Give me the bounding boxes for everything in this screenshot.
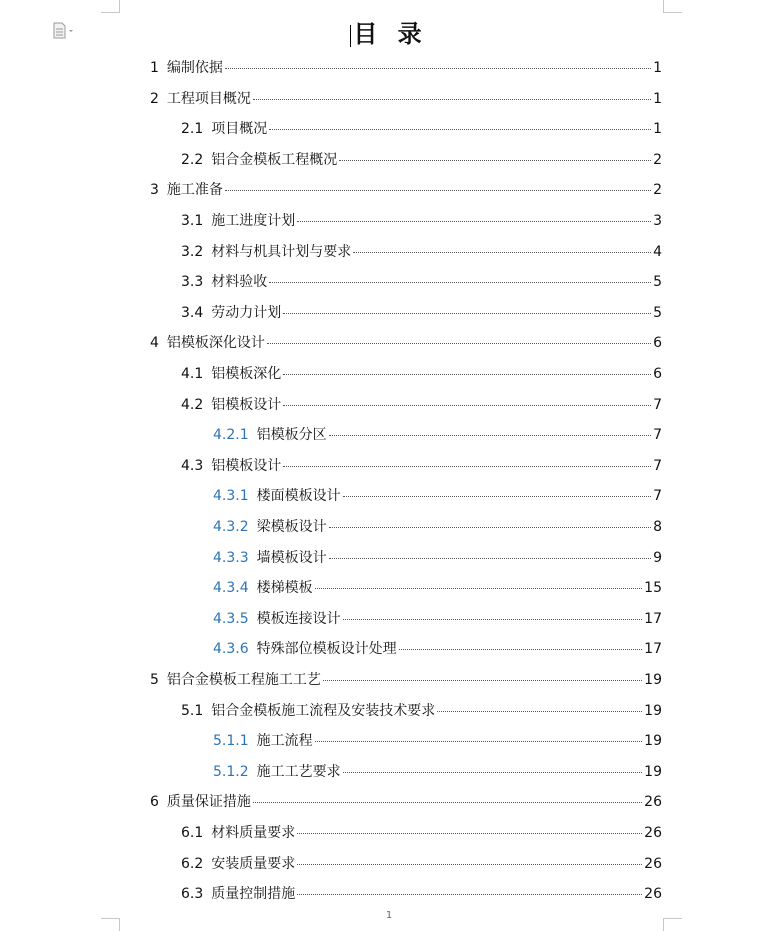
toc-entry-number: 4.2 (181, 396, 204, 413)
toc-entry-page: 19 (644, 672, 662, 688)
toc-entry[interactable] (213, 517, 662, 537)
toc-entry-page: 26 (644, 855, 662, 872)
toc-dot-leader (253, 802, 642, 803)
toc-entry-title: 施工工艺要求 (256, 763, 341, 780)
toc-entry-page: 1 (653, 90, 662, 107)
toc-entry-title: 安装质量要求 (211, 855, 296, 872)
toc-entry-number: 2 (150, 90, 159, 107)
toc-entry-page: 7 (653, 427, 662, 444)
toc-entry[interactable] (213, 548, 662, 568)
toc-entry-title: 施工流程 (256, 733, 313, 750)
toc-entry-title: 材料质量要求 (211, 825, 296, 841)
title-text: 目 录 (353, 19, 428, 48)
toc-entry-number: 4.1 (181, 366, 204, 382)
toc-entry[interactable] (181, 211, 662, 231)
toc-entry-page: 5 (653, 274, 662, 291)
toc-entry-number: 6.1 (181, 825, 204, 841)
toc-entry-number: 4.3 (181, 457, 204, 474)
toc-dot-leader (353, 252, 651, 253)
toc-entry-number: 4.2.1 (213, 427, 249, 444)
toc-entry[interactable] (150, 180, 662, 200)
toc-entry-number: 5.1.2 (213, 763, 249, 780)
toc-entry-page: 2 (653, 151, 662, 168)
toc-entry-page: 6 (653, 335, 662, 352)
toc-entry-title: 铝模板深化 (211, 366, 282, 382)
toc-entry-number: 3 (150, 182, 159, 199)
toc-dot-leader (267, 343, 651, 344)
toc-entry[interactable] (181, 242, 662, 262)
toc-entry-page: 1 (653, 60, 662, 76)
toc-entry-title: 铝模板设计 (211, 396, 282, 413)
toc-entry[interactable] (213, 486, 662, 506)
toc-dot-leader (399, 649, 643, 650)
toc-entry[interactable] (181, 884, 662, 904)
toc-entry-title: 铝合金模板工程施工工艺 (166, 672, 321, 688)
toc-entry[interactable] (213, 609, 662, 629)
toc-entry-number: 4.3.2 (213, 519, 249, 535)
toc-entry[interactable] (213, 425, 662, 445)
toc-entry[interactable] (181, 701, 662, 721)
toc-entry-title: 材料验收 (211, 274, 268, 291)
toc-dot-leader (339, 160, 651, 161)
toc-entry-number: 2.2 (181, 151, 204, 168)
toc-entry-title: 劳动力计划 (211, 304, 282, 321)
toc-entry[interactable] (181, 854, 662, 874)
toc-dot-leader (343, 619, 643, 620)
toc-entry-page: 2 (653, 182, 662, 199)
toc-entry[interactable] (181, 395, 662, 415)
toc-entry-page: 4 (653, 243, 662, 260)
toc-dot-leader (283, 313, 651, 314)
toc-dot-leader (297, 864, 642, 865)
toc-entry[interactable] (150, 670, 662, 690)
toc-dot-leader (283, 405, 651, 406)
toc-entry-page: 5 (653, 304, 662, 321)
toc-entry-title: 铝模板设计 (211, 457, 282, 474)
toc-entry-page: 6 (653, 366, 662, 382)
toc-entry-number: 4.3.1 (213, 488, 249, 505)
footer-page-number: 1 (385, 910, 393, 921)
toc-entry[interactable] (150, 58, 662, 78)
toc-entry[interactable] (181, 119, 662, 139)
toc-entry-title: 铝模板深化设计 (166, 335, 265, 352)
toc-entry-page: 26 (644, 886, 662, 903)
toc-dot-leader (297, 894, 642, 895)
toc-entry[interactable] (181, 456, 662, 476)
toc-entry-page: 26 (644, 794, 662, 811)
toc-dot-leader (437, 711, 642, 712)
toc-entry[interactable] (150, 792, 662, 812)
toc-entry-page: 17 (644, 641, 662, 658)
toc-entry-number: 4.3.6 (213, 641, 249, 658)
toc-entry-number: 3.1 (181, 213, 204, 229)
toc-entry-title: 楼梯模板 (256, 580, 313, 597)
toc-entry-page: 19 (644, 763, 662, 780)
text-cursor (350, 25, 351, 47)
toc-dot-leader (329, 558, 651, 559)
toc-entry-number: 2.1 (181, 121, 204, 138)
toc-entry[interactable] (181, 823, 662, 843)
toc-entry-title: 质量控制措施 (211, 886, 296, 903)
toc-entry-page: 1 (653, 121, 662, 138)
toc-dot-leader (225, 190, 651, 191)
toc-entry-title: 施工准备 (166, 182, 223, 199)
toc-entry-page: 7 (653, 457, 662, 474)
toc-dot-leader (323, 680, 642, 681)
toc-entry[interactable] (213, 731, 662, 751)
toc-entry[interactable] (181, 364, 662, 384)
toc-entry[interactable] (213, 639, 662, 659)
toc-dot-leader (283, 374, 651, 375)
toc-entry-title: 特殊部位模板设计处理 (256, 641, 397, 658)
toc-dot-leader (269, 282, 651, 283)
toc-entry[interactable] (150, 89, 662, 109)
toc-dot-leader (329, 527, 651, 528)
toc-dot-leader (297, 833, 642, 834)
toc-entry-page: 19 (644, 733, 662, 750)
toc-entry-number: 6 (150, 794, 159, 811)
toc-dot-leader (329, 435, 651, 436)
toc-entry[interactable] (181, 150, 662, 170)
toc-entry-number: 4.3.4 (213, 580, 249, 597)
toc-entry-title: 楼面模板设计 (256, 488, 341, 505)
toc-entry-page: 3 (653, 213, 662, 229)
toc-dot-leader (253, 99, 651, 100)
toc-dot-leader (315, 588, 643, 589)
toc-entry-number: 6.3 (181, 886, 204, 903)
toc-entry[interactable] (181, 272, 662, 292)
toc-entry-number: 5.1.1 (213, 733, 249, 750)
toc-entry-title: 工程项目概况 (166, 90, 251, 107)
page-title (0, 14, 778, 49)
toc-entry-title: 质量保证措施 (166, 794, 251, 811)
page-corner-mark-top-right (663, 0, 682, 13)
toc-dot-leader (343, 496, 651, 497)
toc-dot-leader (297, 221, 651, 222)
toc-entry-title: 梁模板设计 (256, 519, 327, 535)
toc-dot-leader (283, 466, 651, 467)
toc-entry[interactable] (213, 762, 662, 782)
page-corner-mark-top-left (101, 0, 120, 13)
toc-entry-page: 9 (653, 549, 662, 566)
toc-dot-leader (269, 129, 651, 130)
toc-entry-page: 8 (653, 519, 662, 535)
toc-entry-number: 5 (150, 672, 159, 688)
toc-entry-page: 7 (653, 396, 662, 413)
toc-entry-page: 17 (644, 610, 662, 627)
toc-entry-title: 铝合金模板施工流程及安装技术要求 (211, 702, 436, 719)
toc-entry-page: 26 (644, 825, 662, 841)
toc-entry-page: 19 (644, 702, 662, 719)
toc-dot-leader (343, 772, 643, 773)
toc-entry-title: 铝合金模板工程概况 (211, 151, 338, 168)
toc-entry-title: 材料与机具计划与要求 (211, 243, 352, 260)
toc-entry-title: 编制依据 (166, 60, 223, 76)
toc-entry-title: 施工进度计划 (211, 213, 296, 229)
toc-entry-number: 4.3.5 (213, 610, 249, 627)
toc-entry-page: 7 (653, 488, 662, 505)
toc-entry-number: 3.4 (181, 304, 204, 321)
toc-entry-number: 4 (150, 335, 159, 352)
toc-entry-number: 1 (150, 60, 159, 76)
toc-entry-title: 铝模板分区 (256, 427, 327, 444)
toc-entry-number: 3.3 (181, 274, 204, 291)
toc-entry-title: 模板连接设计 (256, 610, 341, 627)
toc-dot-leader (315, 741, 643, 742)
toc-entry-title: 项目概况 (211, 121, 268, 138)
toc-entry-number: 6.2 (181, 855, 204, 872)
toc-entry-page: 15 (644, 580, 662, 597)
toc-entry-title: 墙模板设计 (256, 549, 327, 566)
toc-entry-number: 4.3.3 (213, 549, 249, 566)
toc-entry-number: 5.1 (181, 702, 204, 719)
toc-entry[interactable] (213, 578, 662, 598)
toc-entry[interactable] (150, 333, 662, 353)
toc-entry-number: 3.2 (181, 243, 204, 260)
toc-entry[interactable] (181, 303, 662, 323)
toc-dot-leader (225, 68, 651, 69)
